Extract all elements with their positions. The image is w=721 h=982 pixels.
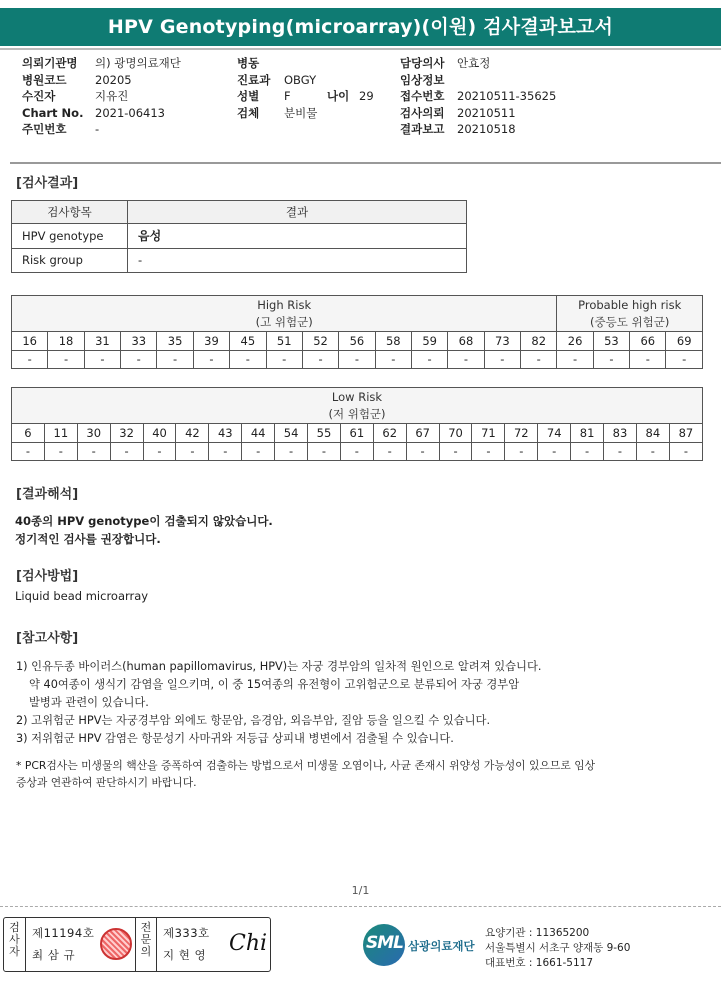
info-value: - [95,122,100,136]
high-risk-header: High Risk (고 위험군) [12,296,557,332]
interpretation-text [15,512,273,548]
info-value: 20210511 [457,105,516,120]
genotype-cell: 32 [110,424,143,443]
genotype-result-cell: - [604,442,637,461]
info-label: 접수번호 [400,89,445,103]
note-line: 2) 고위험군 HPV는 자궁경부암 외에도 항문암, 음경암, 외음부암, 질암 등을 일으킬 수 있습니다. [16,714,491,727]
page-number: 1/1 [351,884,370,897]
genotype-result-cell: - [521,350,557,369]
info-column-2 [237,55,374,121]
genotype-result-cell: - [302,350,338,369]
genotype-cell: 16 [12,332,48,351]
interpretation-line: 40종의 HPV genotype이 검출되지 않았습니다. [15,514,273,528]
genotype-cell: 71 [472,424,505,443]
genotype-result-cell: - [308,442,341,461]
info-divider [10,162,721,164]
genotype-result-cell: - [630,350,666,369]
result-table-header [12,201,467,224]
age-value: 29 [359,89,374,103]
genotype-result-cell: - [143,442,176,461]
info-value: 20205 [95,72,132,87]
genotype-result-cell: - [593,350,629,369]
genotype-cell: 45 [230,332,266,351]
genotype-result-cell: - [44,442,77,461]
genotype-cell: 35 [157,332,193,351]
signature-icon: Chi [229,931,268,956]
genotype-cell: 55 [308,424,341,443]
table-row [12,224,467,249]
genotype-result-cell: - [84,350,120,369]
genotype-result-cell: - [448,350,484,369]
genotype-cell: 84 [636,424,669,443]
info-label: 주민번호 [22,122,67,136]
info-label: Chart No. [22,105,84,120]
examiner-label: 검 사 자 [4,918,26,971]
info-value: F [284,89,291,103]
genotype-result-cell: - [339,350,375,369]
genotype-cell: 62 [373,424,406,443]
official-seal-icon [100,928,132,960]
genotype-cell: 42 [176,424,209,443]
table-row [12,248,467,273]
genotype-result-cell: - [48,350,84,369]
info-value: OBGY [284,72,317,87]
footer-divider [0,906,721,907]
genotype-result-cell: - [439,442,472,461]
genotype-cell: 54 [275,424,308,443]
row-item: Risk group [12,248,128,273]
lab-address: 서울특별시 서초구 양재동 9-60 [485,942,631,954]
method-text: Liquid bead microarray [15,589,149,603]
genotype-cell: 81 [571,424,604,443]
genotype-cell: 73 [484,332,520,351]
genotype-result-cell: - [110,442,143,461]
footnote-line: 증상과 연관하여 판단하시기 바랍니다. [16,776,197,789]
info-value: 분비물 [284,105,318,120]
lab-info [485,926,630,971]
genotype-result-cell: - [275,442,308,461]
genotype-cell: 40 [143,424,176,443]
note-line: 1) 인유두종 바이러스(human papillomavirus, HPV)는 자궁 경부암의 일차적 원인으로 알려져 있습니다. [16,660,542,673]
genotype-cell: 68 [448,332,484,351]
header-divider [0,48,721,50]
genotype-cell: 58 [375,332,411,351]
info-label: 검사의뢰 [400,105,445,120]
note-line: 3) 저위험군 HPV 감염은 항문성기 사마귀와 저등급 상피내 병변에서 검출될 수 있습니다. [16,732,454,745]
genotype-result-cell: - [266,350,302,369]
interpretation-line: 정기적인 검사를 권장합니다. [15,532,161,546]
footnote-line: * PCR검사는 미생물의 핵산을 증폭하여 검출하는 방법으로서 미생물 오염이나, 사균 존재시 위양성 가능성이 있으므로 임상 [16,759,596,772]
info-label: 의뢰기관명 [22,56,78,70]
genotype-cell: 26 [557,332,593,351]
info-value: 안효정 [457,56,491,70]
row-result: - [128,248,467,273]
info-label: 병원코드 [22,72,67,87]
lab-phone: 대표번호 : 1661-5117 [485,957,594,969]
genotype-cell: 56 [339,332,375,351]
age-label: 나이 [327,89,350,103]
info-label: 담당의사 [400,56,445,70]
report-title: HPV Genotyping(microarray)(이원) 검사결과보고서 [0,8,721,46]
genotype-result-cell: - [411,350,447,369]
specialist-name: 지 현 영 [163,948,207,962]
genotype-cell: 52 [302,332,338,351]
high-risk-results-row [12,350,703,369]
row-result: 음성 [128,224,467,249]
examiner-license: 제11194호 [32,926,95,940]
genotype-result-cell: - [373,442,406,461]
genotype-cell: 72 [505,424,538,443]
genotype-result-cell: - [571,442,604,461]
high-risk-table [11,295,703,369]
low-risk-types-row [12,424,703,443]
genotype-result-cell: - [121,350,157,369]
genotype-cell: 18 [48,332,84,351]
genotype-result-cell: - [193,350,229,369]
lab-name: 삼광의료재단 [408,939,475,953]
info-value: 지유진 [95,89,129,103]
genotype-cell: 74 [538,424,571,443]
info-label: 검체 [237,105,260,120]
section-result-heading: [검사결과] [16,176,79,191]
specialist-license: 제333호 [163,926,210,940]
info-label: 수진자 [22,89,56,103]
genotype-cell: 33 [121,332,157,351]
genotype-cell: 30 [77,424,110,443]
genotype-result-cell: - [77,442,110,461]
lab-code: 요양기관 : 11365200 [485,927,590,939]
genotype-cell: 69 [666,332,703,351]
low-risk-table [11,387,703,461]
genotype-cell: 39 [193,332,229,351]
probable-risk-header: Probable high risk (중등도 위험군) [557,296,703,332]
header-item: 검사항목 [12,201,128,224]
info-value: 2021-06413 [95,105,165,120]
genotype-result-cell: - [176,442,209,461]
genotype-result-cell: - [557,350,593,369]
result-table [11,200,467,273]
info-column-1 [22,55,181,138]
genotype-cell: 59 [411,332,447,351]
genotype-result-cell: - [666,350,703,369]
genotype-cell: 87 [669,424,702,443]
genotype-cell: 83 [604,424,637,443]
genotype-cell: 43 [209,424,242,443]
info-label: 임상정보 [400,72,445,87]
info-label: 진료과 [237,72,271,87]
info-value: 의) 광명의료재단 [95,56,181,70]
genotype-cell: 31 [84,332,120,351]
high-risk-types-row [12,332,703,351]
specialist-info [163,922,210,966]
low-risk-results-row [12,442,703,461]
genotype-result-cell: - [230,350,266,369]
signature-box [3,917,271,972]
genotype-cell: 70 [439,424,472,443]
notes-list [16,658,541,748]
footnote [16,757,595,791]
genotype-result-cell: - [505,442,538,461]
specialist-label: 전 문 의 [135,918,157,971]
genotype-result-cell: - [12,442,45,461]
genotype-result-cell: - [12,350,48,369]
info-label: 결과보고 [400,122,445,136]
header-result: 결과 [128,201,467,224]
genotype-cell: 44 [242,424,275,443]
note-line: 발병과 관련이 있습니다. [29,696,149,709]
genotype-result-cell: - [375,350,411,369]
low-risk-header: Low Risk (저 위험군) [12,388,703,424]
info-label: 병동 [237,56,260,70]
examiner-name: 최 삼 규 [32,948,76,962]
section-interpretation-heading: [결과해석] [16,487,79,502]
genotype-cell: 6 [12,424,45,443]
info-label: 성별 [237,89,260,103]
genotype-result-cell: - [157,350,193,369]
genotype-result-cell: - [538,442,571,461]
genotype-result-cell: - [669,442,702,461]
row-item: HPV genotype [12,224,128,249]
genotype-cell: 82 [521,332,557,351]
genotype-result-cell: - [636,442,669,461]
genotype-cell: 67 [406,424,439,443]
section-method-heading: [검사방법] [16,569,79,584]
genotype-cell: 51 [266,332,302,351]
genotype-result-cell: - [242,442,275,461]
genotype-result-cell: - [472,442,505,461]
examiner-info [32,922,94,966]
info-value: 20210511-35625 [457,89,557,103]
info-column-3 [400,55,557,138]
genotype-cell: 11 [44,424,77,443]
genotype-result-cell: - [209,442,242,461]
genotype-cell: 61 [340,424,373,443]
genotype-cell: 66 [630,332,666,351]
info-value: 20210518 [457,122,516,136]
logo-text: SML [366,933,403,953]
note-line: 약 40여종이 생식기 감염을 일으키며, 이 중 15여종의 유전형이 고위험군으로 분류되어 자궁 경부암 [29,678,520,691]
genotype-cell: 53 [593,332,629,351]
genotype-result-cell: - [406,442,439,461]
genotype-result-cell: - [484,350,520,369]
genotype-result-cell: - [340,442,373,461]
section-notes-heading: [참고사항] [16,631,79,646]
